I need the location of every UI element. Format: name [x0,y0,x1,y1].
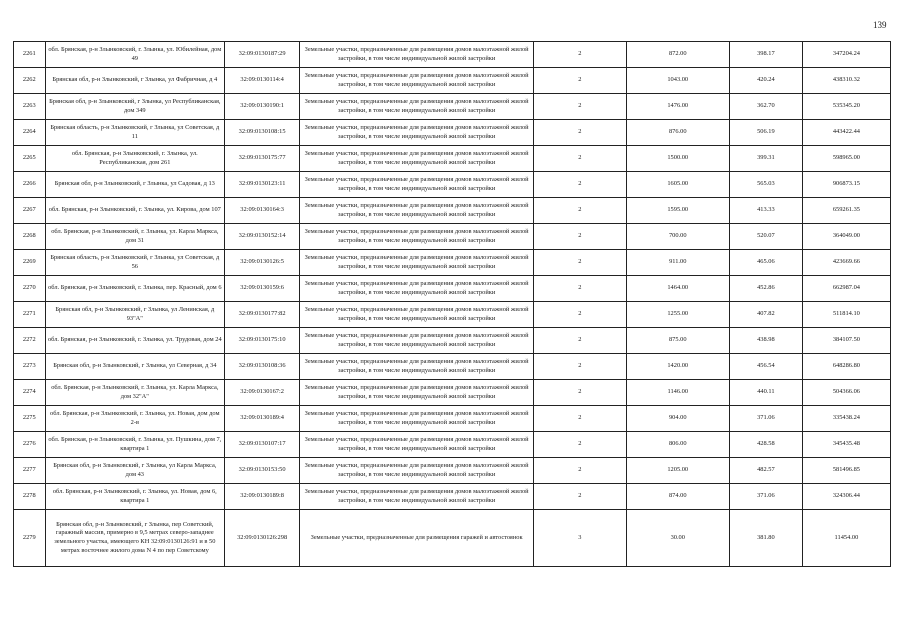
group-cell: 2 [534,484,626,510]
cadastral-value-cell: 438310.32 [802,68,890,94]
cadastral-value-cell: 384107.50 [802,328,890,354]
cadastral-number-cell: 32:09:0130123:11 [225,172,300,198]
table-row [14,68,891,94]
table-row [14,302,891,328]
cadastral-number-cell: 32:09:0130189:4 [225,406,300,432]
group-cell: 2 [534,328,626,354]
address-cell: Брянская обл, р-н Злынковский, г Злынка, пер Советский, гаражный массив, примерно в 9,5 метрах северо-западнее земельного участка, имеющего КН 32:09:0130126:91 и в 50 метрах восточнее жилого дома N 4 по пер Советскому [45,510,225,567]
area-cell: 872.00 [626,42,729,68]
area-cell: 876.00 [626,120,729,146]
cadastral-value-cell: 345435.48 [802,432,890,458]
address-cell: обл. Брянская, р-н Злынковский, г. Злынка, ул. Юбилейная, дом 49 [45,42,225,68]
specific-value-cell: 482.57 [729,458,802,484]
row-number: 2269 [14,250,46,276]
land-use-cell: Земельные участки, предназначенные для размещения домов малоэтажной жилой застройки, в том числе индивидуальной жилой застройки [300,68,534,94]
cadastral-number-cell: 32:09:0130167:2 [225,380,300,406]
specific-value-cell: 506.19 [729,120,802,146]
specific-value-cell: 428.58 [729,432,802,458]
row-number: 2272 [14,328,46,354]
cadastral-number-cell: 32:09:0130187:29 [225,42,300,68]
land-use-cell: Земельные участки, предназначенные для размещения домов малоэтажной жилой застройки, в том числе индивидуальной жилой застройки [300,484,534,510]
area-cell: 1205.00 [626,458,729,484]
area-cell: 30.00 [626,510,729,567]
address-cell: Брянская область, р-н Злынковский, г Злынка, ул Советская, д 56 [45,250,225,276]
cadastral-number-cell: 32:09:0130108:15 [225,120,300,146]
land-use-cell: Земельные участки, предназначенные для размещения домов малоэтажной жилой застройки, в том числе индивидуальной жилой застройки [300,172,534,198]
specific-value-cell: 565.03 [729,172,802,198]
cadastral-number-cell: 32:09:0130126:5 [225,250,300,276]
area-cell: 1605.00 [626,172,729,198]
specific-value-cell: 413.33 [729,198,802,224]
table-row [14,198,891,224]
table-row [14,328,891,354]
land-use-cell: Земельные участки, предназначенные для размещения домов малоэтажной жилой застройки, в том числе индивидуальной жилой застройки [300,354,534,380]
cadastral-number-cell: 32:09:0130114:4 [225,68,300,94]
land-use-cell: Земельные участки, предназначенные для размещения домов малоэтажной жилой застройки, в том числе индивидуальной жилой застройки [300,302,534,328]
specific-value-cell: 371.06 [729,406,802,432]
specific-value-cell: 520.07 [729,224,802,250]
address-cell: Брянская обл, р-н Злынковский, г Злынка, ул Ленинская, д 93"А" [45,302,225,328]
group-cell: 2 [534,302,626,328]
cadastral-value-table [13,41,891,567]
area-cell: 1476.00 [626,94,729,120]
group-cell: 2 [534,68,626,94]
row-number: 2274 [14,380,46,406]
area-cell: 1464.00 [626,276,729,302]
area-cell: 700.00 [626,224,729,250]
land-use-cell: Земельные участки, предназначенные для размещения домов малоэтажной жилой застройки, в том числе индивидуальной жилой застройки [300,198,534,224]
table-row [14,94,891,120]
cadastral-value-cell: 659261.35 [802,198,890,224]
table-row [14,510,891,567]
group-cell: 2 [534,198,626,224]
row-number: 2275 [14,406,46,432]
cadastral-value-cell: 423669.66 [802,250,890,276]
group-cell: 2 [534,406,626,432]
row-number: 2278 [14,484,46,510]
cadastral-number-cell: 32:09:0130164:3 [225,198,300,224]
row-number: 2267 [14,198,46,224]
specific-value-cell: 440.11 [729,380,802,406]
group-cell: 2 [534,172,626,198]
cadastral-value-cell: 648286.80 [802,354,890,380]
cadastral-value-cell: 504366.06 [802,380,890,406]
address-cell: обл. Брянская, р-н Злынковский, г. Злынка, ул. Новая, дом 6, квартира 1 [45,484,225,510]
row-number: 2264 [14,120,46,146]
row-number: 2268 [14,224,46,250]
cadastral-value-cell: 347204.24 [802,42,890,68]
land-use-cell: Земельные участки, предназначенные для размещения домов малоэтажной жилой застройки, в том числе индивидуальной жилой застройки [300,250,534,276]
area-cell: 911.00 [626,250,729,276]
group-cell: 2 [534,458,626,484]
group-cell: 3 [534,510,626,567]
table-row [14,484,891,510]
area-cell: 1500.00 [626,146,729,172]
cadastral-value-cell: 11454.00 [802,510,890,567]
group-cell: 2 [534,146,626,172]
specific-value-cell: 438.98 [729,328,802,354]
land-use-cell: Земельные участки, предназначенные для размещения домов малоэтажной жилой застройки, в том числе индивидуальной жилой застройки [300,42,534,68]
row-number: 2261 [14,42,46,68]
area-cell: 1146.00 [626,380,729,406]
cadastral-value-cell: 535345.20 [802,94,890,120]
land-use-cell: Земельные участки, предназначенные для размещения домов малоэтажной жилой застройки, в том числе индивидуальной жилой застройки [300,146,534,172]
cadastral-value-cell: 443422.44 [802,120,890,146]
row-number: 2271 [14,302,46,328]
address-cell: обл. Брянская, р-н Злынковский, г. Злынка, ул. Пушкина, дом 7, квартира 1 [45,432,225,458]
row-number: 2279 [14,510,46,567]
table-body [14,42,891,567]
specific-value-cell: 465.06 [729,250,802,276]
area-cell: 875.00 [626,328,729,354]
specific-value-cell: 371.06 [729,484,802,510]
row-number: 2270 [14,276,46,302]
row-number: 2273 [14,354,46,380]
specific-value-cell: 362.70 [729,94,802,120]
table-row [14,432,891,458]
table-row [14,276,891,302]
address-cell: Брянская обл, р-н Злынковский, г Злынка, ул Карла Маркса, дом 43 [45,458,225,484]
address-cell: обл. Брянская, р-н Злынковский, г. Злынка, ул. Кирова, дом 107 [45,198,225,224]
land-use-cell: Земельные участки, предназначенные для размещения домов малоэтажной жилой застройки, в том числе индивидуальной жилой застройки [300,94,534,120]
table-row [14,224,891,250]
page-number: 139 [873,20,887,30]
address-cell: Брянская обл, р-н Злынковский, г Злынка, ул Садовая, д 13 [45,172,225,198]
address-cell: обл. Брянская, р-н Злынковский, г. Злынка, пер. Красный, дом 6 [45,276,225,302]
group-cell: 2 [534,42,626,68]
cadastral-number-cell: 32:09:0130175:10 [225,328,300,354]
land-use-cell: Земельные участки, предназначенные для размещения домов малоэтажной жилой застройки, в том числе индивидуальной жилой застройки [300,458,534,484]
area-cell: 806.00 [626,432,729,458]
specific-value-cell: 381.80 [729,510,802,567]
group-cell: 2 [534,432,626,458]
group-cell: 2 [534,354,626,380]
cadastral-value-cell: 364049.00 [802,224,890,250]
address-cell: обл. Брянская, р-н Злынковский, г. Злынка, ул. Республиканская, дом 261 [45,146,225,172]
group-cell: 2 [534,250,626,276]
land-use-cell: Земельные участки, предназначенные для размещения домов малоэтажной жилой застройки, в том числе индивидуальной жилой застройки [300,328,534,354]
cadastral-value-cell: 598965.00 [802,146,890,172]
cadastral-value-cell: 335438.24 [802,406,890,432]
address-cell: Брянская обл, р-н Злынковский, г Злынка, ул Северная, д 34 [45,354,225,380]
land-use-cell: Земельные участки, предназначенные для размещения гаражей и автостоянок [300,510,534,567]
cadastral-number-cell: 32:09:0130159:6 [225,276,300,302]
address-cell: обл. Брянская, р-н Злынковский, г. Злынка, ул. Новая, дом дом 2-в [45,406,225,432]
table-row [14,120,891,146]
cadastral-value-cell: 511814.10 [802,302,890,328]
area-cell: 904.00 [626,406,729,432]
row-number: 2263 [14,94,46,120]
row-number: 2277 [14,458,46,484]
table-row [14,380,891,406]
group-cell: 2 [534,276,626,302]
land-use-cell: Земельные участки, предназначенные для размещения домов малоэтажной жилой застройки, в том числе индивидуальной жилой застройки [300,120,534,146]
row-number: 2265 [14,146,46,172]
cadastral-number-cell: 32:09:0130108:36 [225,354,300,380]
land-use-cell: Земельные участки, предназначенные для размещения домов малоэтажной жилой застройки, в том числе индивидуальной жилой застройки [300,276,534,302]
table-row [14,172,891,198]
cadastral-number-cell: 32:09:0130153:50 [225,458,300,484]
row-number: 2262 [14,68,46,94]
cadastral-number-cell: 32:09:0130152:14 [225,224,300,250]
address-cell: Брянская область, р-н Злынковский, г Злынка, ул Советская, д 11 [45,120,225,146]
cadastral-number-cell: 32:09:0130190:1 [225,94,300,120]
cadastral-value-cell: 324306.44 [802,484,890,510]
table-row [14,354,891,380]
table-row [14,42,891,68]
cadastral-number-cell: 32:09:0130189:8 [225,484,300,510]
address-cell: обл. Брянская, р-н Злынковский, г. Злынка, ул. Карла Маркса, дом 32"А" [45,380,225,406]
cadastral-number-cell: 32:09:0130126:298 [225,510,300,567]
row-number: 2276 [14,432,46,458]
row-number: 2266 [14,172,46,198]
specific-value-cell: 407.82 [729,302,802,328]
table-row [14,146,891,172]
table-row [14,406,891,432]
area-cell: 1255.00 [626,302,729,328]
land-use-cell: Земельные участки, предназначенные для размещения домов малоэтажной жилой застройки, в том числе индивидуальной жилой застройки [300,432,534,458]
specific-value-cell: 452.86 [729,276,802,302]
address-cell: обл. Брянская, р-н Злынковский, г. Злынка, ул. Трудовая, дом 24 [45,328,225,354]
specific-value-cell: 399.31 [729,146,802,172]
cadastral-value-cell: 906873.15 [802,172,890,198]
address-cell: Брянская обл, р-н Злынковский, г Злынка, ул Фабричная, д 4 [45,68,225,94]
area-cell: 1595.00 [626,198,729,224]
cadastral-number-cell: 32:09:0130107:17 [225,432,300,458]
table-row [14,458,891,484]
area-cell: 1420.00 [626,354,729,380]
cadastral-value-cell: 581496.85 [802,458,890,484]
specific-value-cell: 398.17 [729,42,802,68]
cadastral-value-cell: 662987.04 [802,276,890,302]
specific-value-cell: 420.24 [729,68,802,94]
specific-value-cell: 456.54 [729,354,802,380]
address-cell: обл. Брянская, р-н Злынковский, г. Злынка, ул. Карла Маркса, дом 31 [45,224,225,250]
group-cell: 2 [534,380,626,406]
land-use-cell: Земельные участки, предназначенные для размещения домов малоэтажной жилой застройки, в том числе индивидуальной жилой застройки [300,224,534,250]
area-cell: 874.00 [626,484,729,510]
group-cell: 2 [534,94,626,120]
land-use-cell: Земельные участки, предназначенные для размещения домов малоэтажной жилой застройки, в том числе индивидуальной жилой застройки [300,380,534,406]
address-cell: Брянская обл, р-н Злынковский, г Злынка, ул Республиканская, дом 349 [45,94,225,120]
land-use-cell: Земельные участки, предназначенные для размещения домов малоэтажной жилой застройки, в том числе индивидуальной жилой застройки [300,406,534,432]
group-cell: 2 [534,120,626,146]
group-cell: 2 [534,224,626,250]
cadastral-number-cell: 32:09:0130175:77 [225,146,300,172]
area-cell: 1043.00 [626,68,729,94]
table-row [14,250,891,276]
cadastral-number-cell: 32:09:0130177:82 [225,302,300,328]
